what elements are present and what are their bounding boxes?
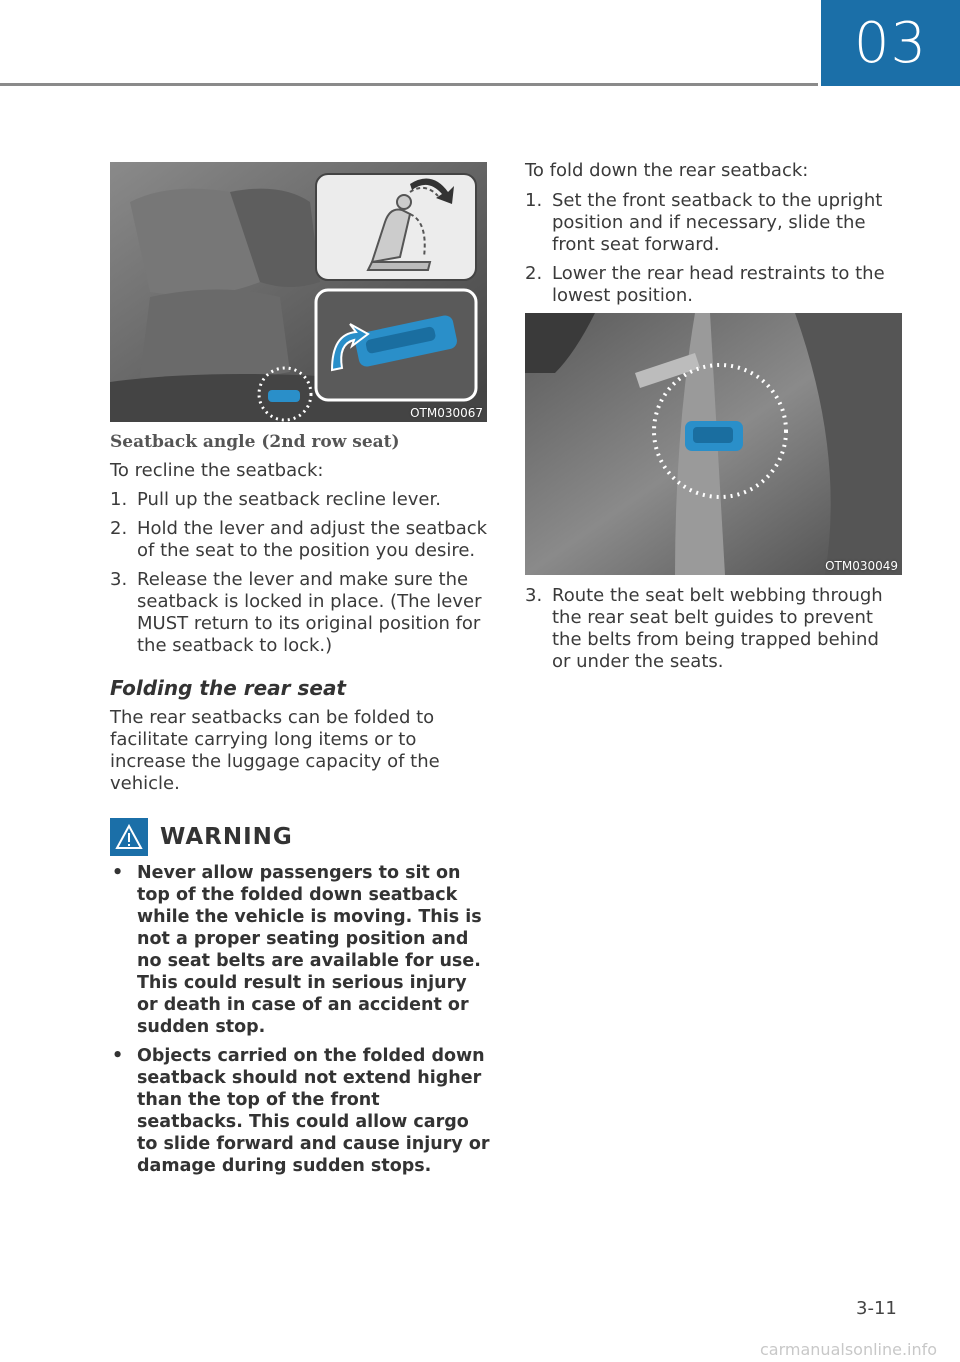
- figure-belt-guide: [525, 313, 902, 575]
- fold-intro: To fold down the rear seatback:: [525, 160, 809, 181]
- header-rule: [0, 83, 818, 86]
- figure-seat-recline: [110, 162, 487, 422]
- list-item: • Objects carried on the folded down seatback should not extend higher than the top of the front seatbacks. This could allow cargo to slide forward and cause injury or damage during sudden stops.: [112, 1046, 490, 1176]
- fold-steps-continued: [525, 585, 897, 680]
- figure-code: OTM030067: [410, 406, 483, 420]
- list-item: 1. Set the front seatback to the upright position and if necessary, slide the front seat forward.: [525, 190, 883, 255]
- list-item: 2. Hold the lever and adjust the seatback of the seat to the position you desire.: [110, 518, 488, 561]
- recline-steps: [110, 489, 490, 664]
- section-title: Folding the rear seat: [110, 676, 346, 700]
- fold-steps: [525, 190, 897, 314]
- seat-recline-illustration: [110, 162, 487, 422]
- list-item: 3. Release the lever and make sure the seatback is locked in place. (The lever MUST return to its original position for the seatback to lock.): [110, 569, 482, 656]
- watermark: carmanualsonline.info: [760, 1340, 938, 1359]
- section-body: The rear seatbacks can be folded to facilitate carrying long items or to increase the luggage capacity of the vehicle.: [110, 707, 440, 794]
- list-item: 2. Lower the rear head restraints to the lowest position.: [525, 263, 885, 306]
- page-number: 3-11: [856, 1298, 897, 1319]
- warning-header: [110, 818, 293, 856]
- figure-caption: Seatback angle (2nd row seat): [110, 432, 400, 452]
- chapter-tab: 03: [821, 0, 960, 86]
- warning-triangle-icon: [110, 818, 148, 856]
- warning-title: WARNING: [160, 824, 293, 850]
- recline-intro: To recline the seatback:: [110, 460, 324, 481]
- warning-list: [110, 862, 490, 1184]
- belt-guide-illustration: [525, 313, 902, 575]
- list-item: 3. Route the seat belt webbing through the rear seat belt guides to prevent the belts from being trapped behind or under the seats.: [525, 585, 883, 672]
- list-item: • Never allow passengers to sit on top of the folded down seatback while the vehicle is moving. This is not a proper seating position and no seat belts are available for use. This could result in serious injury or death in case of an accident or sudden stop.: [112, 863, 482, 1037]
- figure-code: OTM030049: [825, 559, 898, 573]
- list-item: 1. Pull up the seatback recline lever.: [110, 489, 441, 510]
